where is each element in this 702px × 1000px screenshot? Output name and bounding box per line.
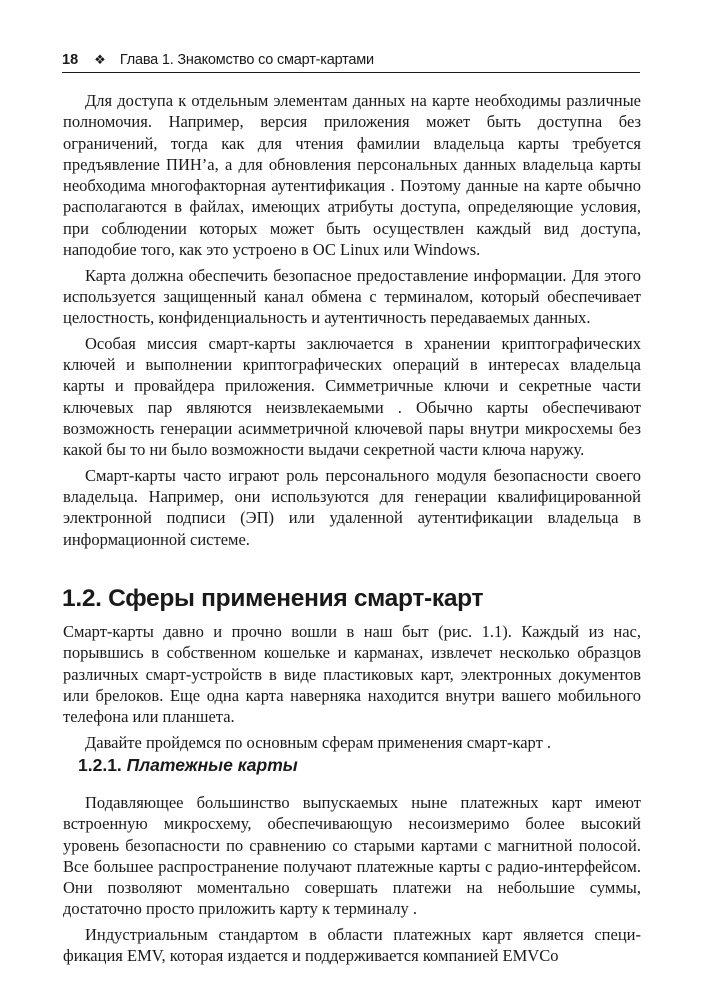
- ornament-icon: ❖: [94, 53, 106, 68]
- paragraph: Для доступа к отдельным элементам данных на карте необходимы различные полномочия. Например, версия приложения может быть доступна без ограничений, тогда как для чтения фамилии владельца карты требуется предъявление ПИН’а, а для обновления персональных данных владельца карты необходима многофакторная аутентификация . Поэтому данные на карте обычно располагаются в файлах, имеющих атрибуты доступа, определяющие условия, при соблюдении которых может быть осуществлен каждый вид доступа, наподобие того, как это устроено в ОС Linux или Windows.: [63, 91, 641, 260]
- subsection-text: [63, 792, 641, 967]
- subsection-title: Платежные карты: [126, 755, 298, 775]
- section-text: [63, 621, 641, 753]
- section-heading: 1.2. Сферы применения смарт-карт: [62, 585, 484, 612]
- paragraph: Карта должна обеспечить безопасное предоставление информации. Для этого используется защищенный канал обмена с терминалом, который обеспечивает целостность, конфиденциальность и аутентичность передаваемых данных.: [63, 265, 641, 328]
- paragraph: Подавляющее большинство выпускаемых ныне платежных карт имеют встроенную микросхему, обеспечивающую несоизмеримо более высокий уровень безопасности по сравнению со старыми картами с магнитной полосой. Все большее распространение получают платежные карты с радио-интерфейсом. Они позволяют моментально совершать платежи на небольшие суммы, достаточно просто приложить карту к терминалу .: [63, 793, 641, 919]
- paragraph: Особая миссия смарт-карты заключается в хранении криптографических ключей и выполнении криптографических операций в интересах владельца карты и провайдера приложения. Симметричные ключи и секретные части ключевых пар являются неизвлекаемыми . Обычно карты обеспечивают возможность генерации асимметричной ключевой пары внутри микросхемы без какой бы то ни было возможности выдачи секретной части ключа наружу.: [63, 333, 641, 460]
- chapter-title: Глава 1. Знакомство со смарт-картами: [119, 52, 374, 68]
- paragraph: Индустриальным стандартом в области платежных карт является спецификация EMV, которая издается и поддерживается компанией EMVCo: [63, 924, 641, 966]
- page-number: 18: [62, 52, 79, 68]
- running-header: [62, 50, 640, 73]
- subsection-heading: [78, 753, 298, 777]
- paragraph: Смарт-карты давно и прочно вошли в наш быт (рис. 1.1). Каждый из нас, порывшись в собственном кошельке и карманах, извлечет несколько образцов различных смарт-устройств в виде пластиковых карт, электронных документов или брелоков. Еще одна карта наверняка находится внутри вашего мобильного телефона или планшета.: [63, 622, 641, 727]
- intro-text: [63, 90, 641, 550]
- paragraph: Давайте пройдемся по основным сферам применения смарт-карт .: [85, 732, 552, 752]
- paragraph: Смарт-карты часто играют роль персонального модуля безопасности своего владельца. Например, они используются для генерации квалифицированной электронной подписи (ЭП) или удаленной аутентификации владельца в информационной системе.: [63, 465, 641, 549]
- subsection-number: 1.2.1.: [78, 755, 122, 775]
